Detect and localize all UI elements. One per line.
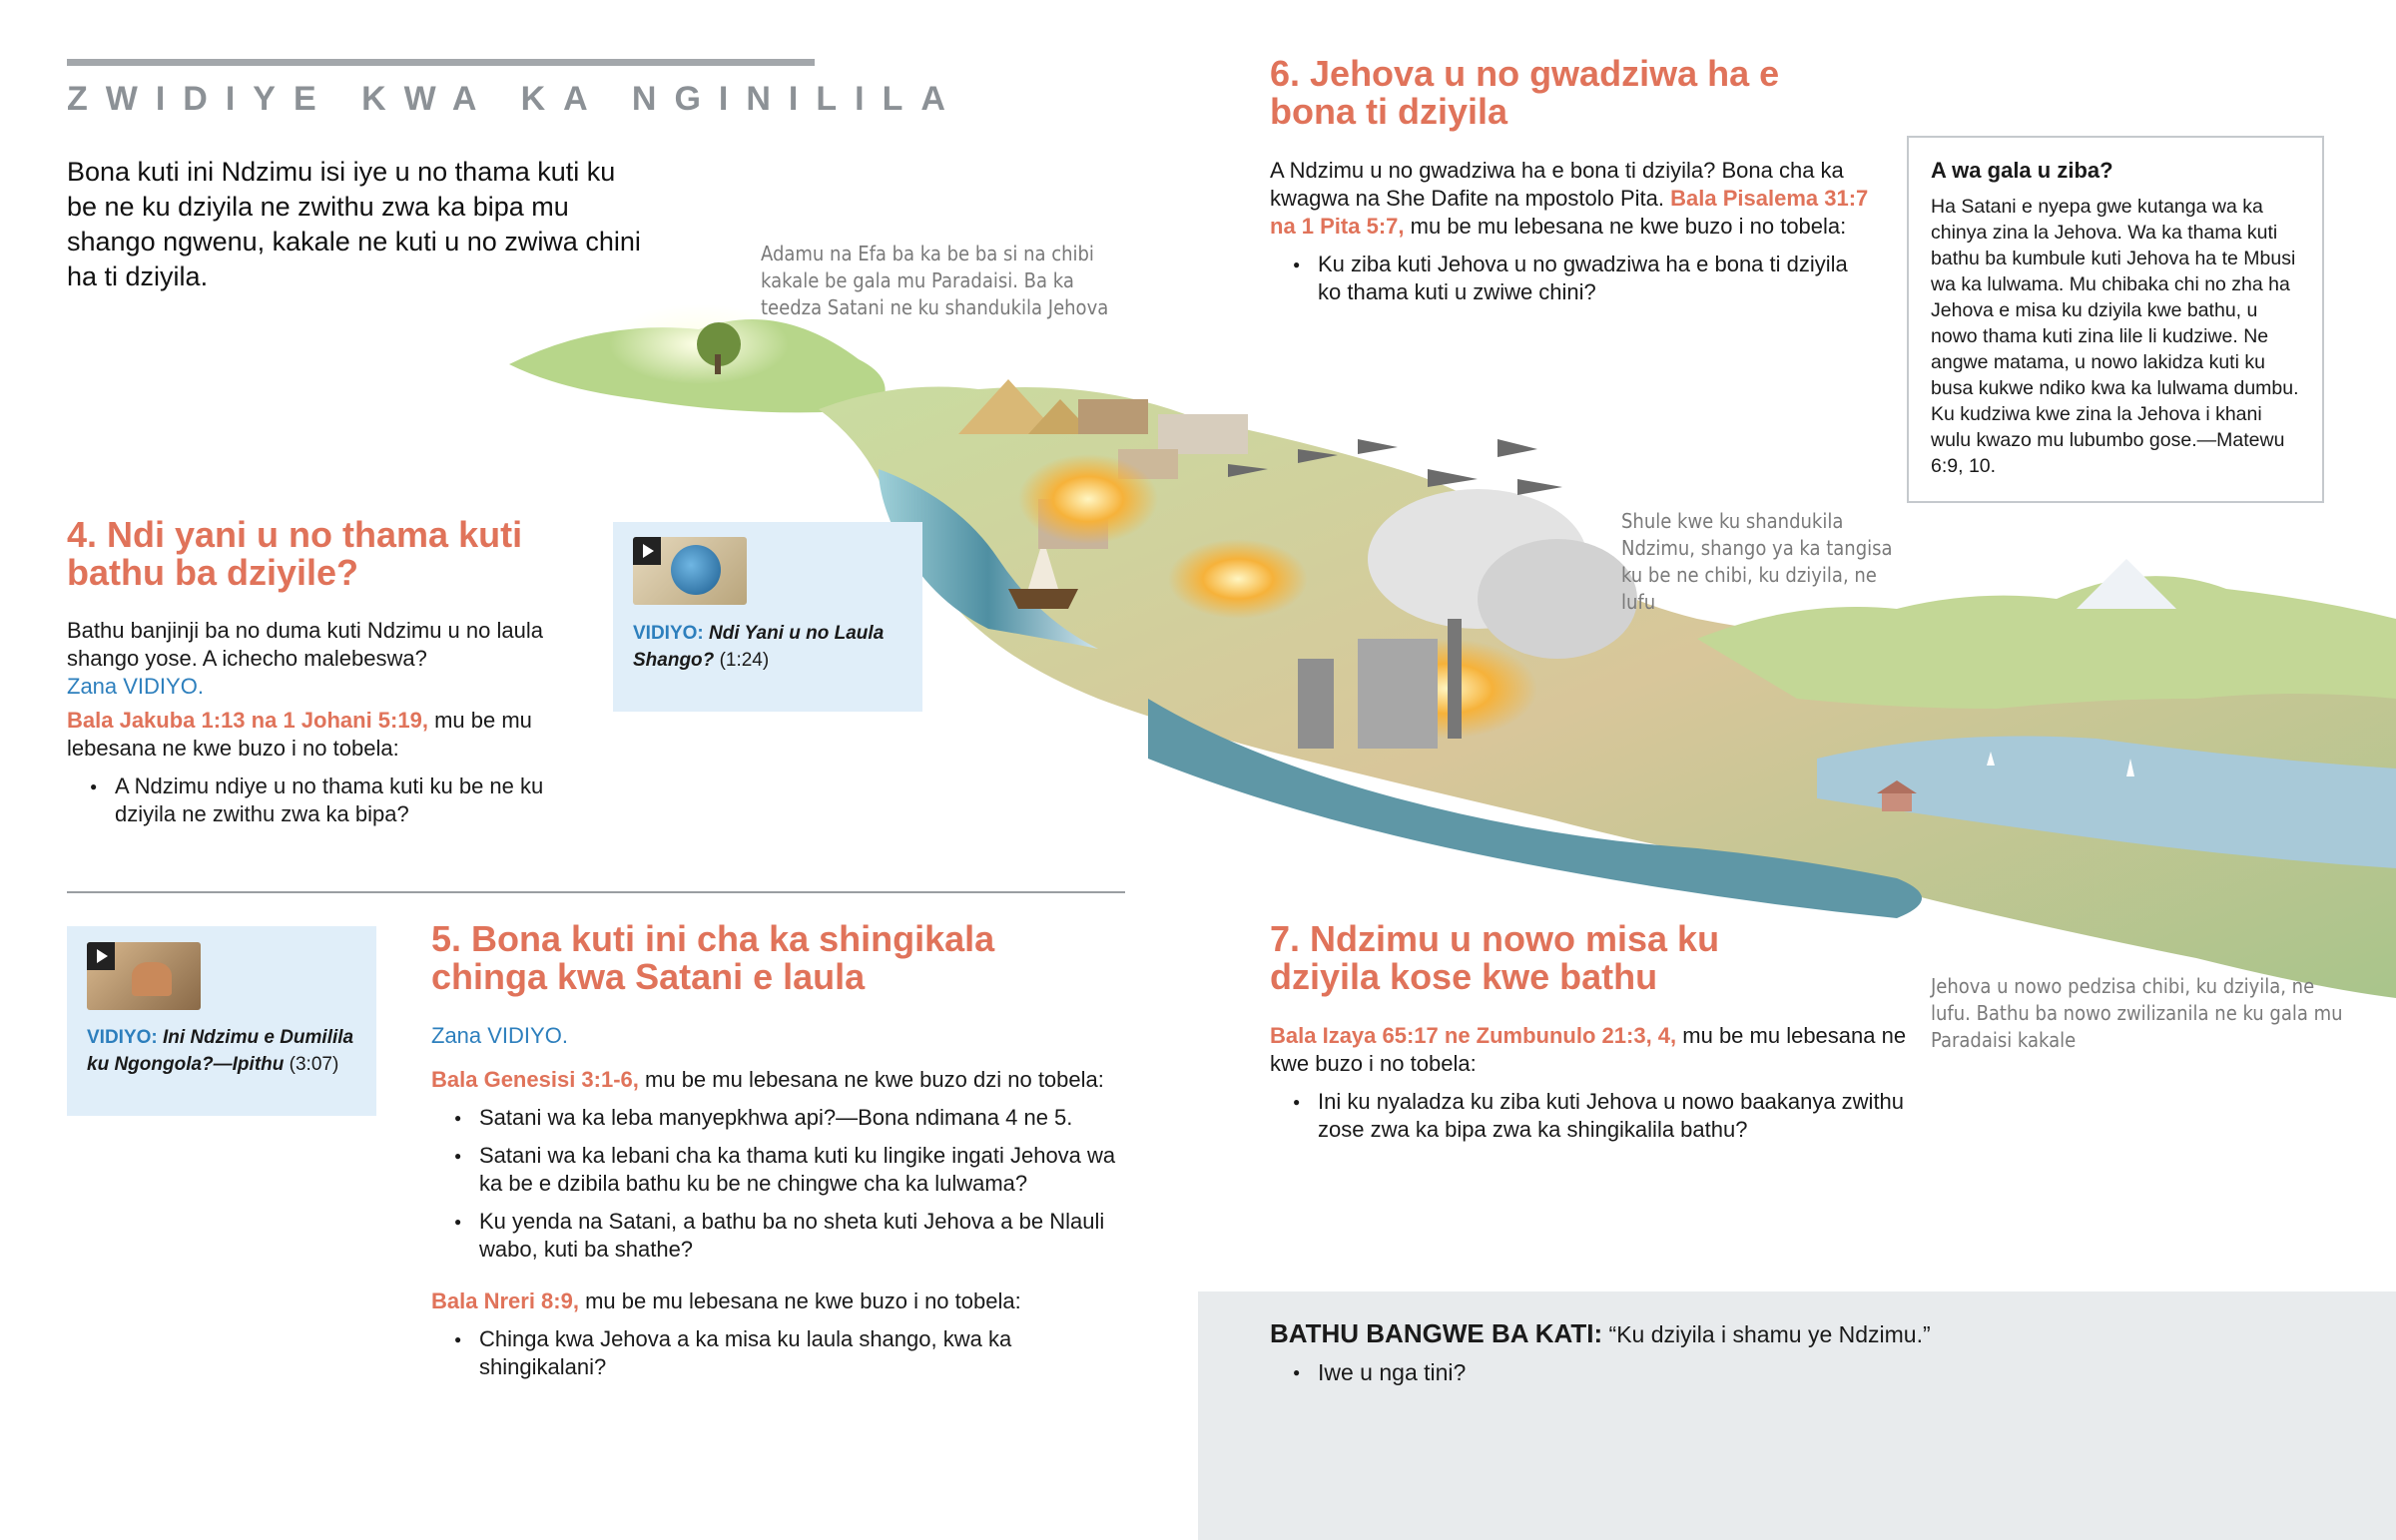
video-title: Ini Ndzimu e Dumilila ku Ngongola?—Ipithu <box>87 1027 354 1075</box>
list-item: ● Ku ziba kuti Jehova u no gwadziwa ha e bona ti dziyila ko thama kuti u zwiwe chini? <box>1318 251 1869 306</box>
section-5 <box>431 920 1050 996</box>
video-label: VIDIYO: <box>87 1027 158 1048</box>
section-5-video-link[interactable]: Zana VIDIYO. <box>431 1023 568 1048</box>
section-4 <box>67 516 626 592</box>
section-5-scripture-ref-2[interactable]: Bala Nreri 8:9, <box>431 1288 579 1313</box>
list-item: ● Ini ku nyaladza ku ziba kuti Jehova u nowo baakanya zwithu zose zwa ka bipa zwa ka shingikalila bathu? <box>1318 1088 1909 1144</box>
people-say-label: BATHU BANGWE BA KATI: <box>1270 1318 1603 1348</box>
did-you-know-text: Ha Satani e nyepa gwe kutanga wa ka chinya zina la Jehova. Wa ka thama kuti bathu ba kumbule kuti Jehova ha te Mbusi wa ka lulwama. Mu chibaka chi no zha ha Jehova e misa ku dziyila kwe bathu, u nowo thama kuti zina lile li kudziwe. Ne angwe matama, u nowo lakidza kuti ku busa kukwe ndiko kwa ka lulwama dumbu. Ku kudziwa kwe zina la Jehova i khani wulu kwazo mu lubumbo gose.—Matewu 6:9, 10. <box>1931 196 2299 477</box>
video-duration: (1:24) <box>719 650 770 671</box>
section-label: ZWIDIYE KWA KA NGINILILA <box>67 80 963 118</box>
video-title: Ndi Yani u no Laula Shango? <box>633 623 885 671</box>
section-7-heading: 7. Ndzimu u nowo misa ku dziyila kose kwe bathu <box>1270 918 1720 997</box>
section-6-ref-tail: mu be mu lebesana ne kwe buzo i no tobela: <box>1410 214 1847 239</box>
section-7-scripture-ref[interactable]: Bala Izaya 65:17 ne Zumbunulo 21:3, 4, <box>1270 1023 1677 1048</box>
section-7-body <box>1270 1022 1909 1154</box>
section-4-heading: 4. Ndi yani u no thama kuti bathu ba dziyile? <box>67 514 523 593</box>
video-duration: (3:07) <box>289 1054 339 1075</box>
section-5-scripture-ref-1[interactable]: Bala Genesisi 3:1-6, <box>431 1067 639 1092</box>
video-card-who-rules[interactable] <box>613 522 922 712</box>
section-7-bullets <box>1270 1088 1909 1144</box>
section-5-ref-tail-2: mu be mu lebesana ne kwe buzo i no tobela: <box>585 1288 1021 1313</box>
section-6-scripture-ref[interactable]: Bala Pisalema 31:7 na 1 Pita 5:7, <box>1270 186 1869 239</box>
section-7 <box>1270 920 1829 996</box>
section-4-ref-tail: mu be mu lebesana ne kwe buzo i no tobela: <box>67 708 532 761</box>
play-icon[interactable] <box>87 942 115 970</box>
section-4-video-link[interactable]: Zana VIDIYO. <box>67 674 204 699</box>
list-item: ● Iwe u nga tini? <box>1318 1358 2268 1386</box>
section-4-bullets <box>67 772 566 828</box>
section-5-bullets-1 <box>431 1104 1130 1264</box>
section-4-paragraph: Bathu banjinji ba no duma kuti Ndzimu u no laula shango yose. A ichecho malebeswa? <box>67 618 543 671</box>
section-top-rule <box>67 59 815 66</box>
video-caption <box>633 620 902 674</box>
caption-after-rebellion: Shule kwe ku shandukila Ndzimu, shango ya ka tangisa ku be ne chibi, ku dziyila, ne lufu <box>1621 509 1893 614</box>
people-say-content <box>1270 1319 2268 1396</box>
video-thumbnail[interactable] <box>633 537 747 605</box>
section-5-heading: 5. Bona kuti ini cha ka shingikala chinga kwa Satani e laula <box>431 918 995 997</box>
video-card-ipithu[interactable] <box>67 926 376 1116</box>
caption-adamu-efa: Adamu na Efa ba ka be ba si na chibi kakale be gala mu Paradaisi. Ba ka teedza Satani ne ku shandukila Jehova <box>761 242 1109 319</box>
video-caption <box>87 1024 366 1078</box>
list-item: ● Satani wa ka leba manyepkhwa api?—Bona ndimana 4 ne 5. <box>479 1104 1130 1132</box>
section-7-ref-tail: mu be mu lebesana ne kwe buzo i no tobela: <box>1270 1023 1907 1076</box>
section-6-paragraph: A Ndzimu u no gwadziwa ha e bona ti dziyila? Bona cha ka kwagwa na She Dafite na mpostolo Pita. <box>1270 158 1844 211</box>
list-item: ● Ku yenda na Satani, a bathu ba no sheta kuti Jehova a be Nlauli wabo, kuti ba shathe? <box>479 1208 1130 1264</box>
section-4-body <box>67 617 566 838</box>
section-4-scripture-ref[interactable]: Bala Jakuba 1:13 na 1 Johani 5:19, <box>67 708 428 733</box>
video-thumbnail[interactable] <box>87 942 201 1010</box>
section-5-body <box>431 1022 1130 1391</box>
people-say-bullets <box>1270 1358 2268 1386</box>
section-divider <box>67 891 1125 893</box>
people-say-quote: “Ku dziyila i shamu ye Ndzimu.” <box>1608 1321 1931 1347</box>
intro-paragraph: Bona kuti ini Ndzimu isi iye u no thama kuti ku be ne ku dziyila ne zwithu zwa ka bipa mu shango ngwenu, kakale ne kuti u no zwiwa chini ha ti dziyila. <box>67 157 641 291</box>
section-6-heading: 6. Jehova u no gwadziwa ha e bona ti dziyila <box>1270 53 1780 132</box>
play-icon[interactable] <box>633 537 661 565</box>
section-5-bullets-2 <box>431 1325 1130 1381</box>
globe-icon <box>671 545 721 595</box>
video-label: VIDIYO: <box>633 623 704 644</box>
person-icon <box>132 962 172 996</box>
section-6 <box>1270 55 1829 131</box>
caption-paradise: Jehova u nowo pedzisa chibi, ku dziyila, ne lufu. Bathu ba nowo zwilizanila ne ku gala mu Paradaisi kakale <box>1931 974 2343 1052</box>
section-6-bullets <box>1270 251 1869 306</box>
section-5-ref-tail-1: mu be mu lebesana ne kwe buzo dzi no tobela: <box>645 1067 1104 1092</box>
section-6-body <box>1270 157 1869 316</box>
list-item: ● Chinga kwa Jehova a ka misa ku laula shango, kwa ka shingikalani? <box>479 1325 1130 1381</box>
list-item: ● Satani wa ka lebani cha ka thama kuti ku lingike ingati Jehova wa ka be e dzibila bathu ku be ne chingwe cha ka lulwama? <box>479 1142 1130 1198</box>
list-item: ● A Ndzimu ndiye u no thama kuti ku be ne ku dziyila ne zwithu zwa ka bipa? <box>115 772 566 828</box>
did-you-know-title: A wa gala u ziba? <box>1931 158 2113 183</box>
did-you-know-box <box>1907 136 2324 503</box>
